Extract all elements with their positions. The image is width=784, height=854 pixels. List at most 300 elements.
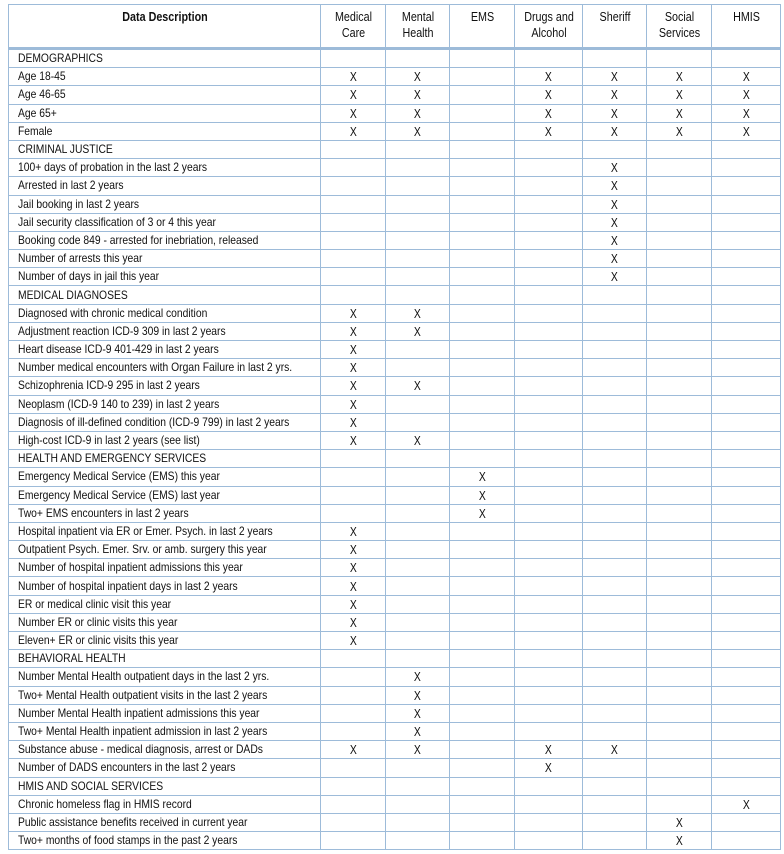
mark-value: X [742,69,750,85]
row-description [9,722,321,740]
mark-cell [515,431,583,449]
table-row [9,759,781,777]
mark-cell [321,813,386,831]
mark-cell [321,268,386,286]
row-description [9,395,321,413]
mark-cell [712,395,781,413]
row-label: Two+ Mental Health inpatient admission in last 2 years [18,724,268,739]
mark-cell [712,286,781,304]
mark-cell [515,395,583,413]
row-label: HMIS AND SOCIAL SERVICES [18,778,164,793]
mark-cell [712,577,781,595]
mark-cell [583,104,647,122]
mark-cell [321,49,386,68]
row-description [9,68,321,86]
mark-cell [450,450,515,468]
mark-cell [647,177,712,195]
mark-value: X [675,814,683,830]
mark-value: X [414,669,421,685]
row-label: Two+ Mental Health outpatient visits in the last 2 years [18,687,268,702]
row-label: Chronic homeless flag in HMIS record [18,796,192,811]
mark-cell [386,250,450,268]
table-row [9,832,781,850]
mark-cell [712,468,781,486]
row-description [9,195,321,213]
table-row [9,722,781,740]
row-description [9,268,321,286]
mark-cell [647,795,712,813]
mark-cell [712,140,781,158]
mark-cell [450,359,515,377]
mark-value: X [414,687,421,703]
mark-cell [450,813,515,831]
mark-value: X [349,523,357,539]
mark-cell [386,359,450,377]
row-label: Arrested in last 2 years [18,178,124,193]
mark-value: X [545,87,552,103]
table-row [9,777,781,795]
mark-cell [386,231,450,249]
table-row [9,486,781,504]
mark-cell [321,341,386,359]
mark-cell [321,650,386,668]
mark-cell [515,377,583,395]
mark-value: X [414,433,421,449]
mark-cell [386,68,450,86]
mark-cell [450,177,515,195]
mark-value: X [414,87,421,103]
table-row [9,140,781,158]
table-row [9,595,781,613]
mark-cell [583,450,647,468]
mark-value: X [545,105,552,121]
mark-cell [321,668,386,686]
mark-cell [450,686,515,704]
row-label: Jail booking in last 2 years [18,196,140,211]
mark-cell [386,741,450,759]
row-label: HEALTH AND EMERGENCY SERVICES [18,451,207,466]
mark-cell [386,395,450,413]
row-label: DEMOGRAPHICS [18,51,103,66]
mark-cell [450,832,515,850]
mark-value: X [611,105,618,121]
mark-cell [321,559,386,577]
mark-value: X [349,542,357,558]
mark-value: X [349,596,357,612]
mark-cell [712,504,781,522]
row-label: Age 46-65 [18,87,66,102]
column-header-ems [454,5,510,49]
mark-cell [583,777,647,795]
mark-cell [515,704,583,722]
mark-value: X [611,178,618,194]
mark-cell [450,541,515,559]
mark-cell [583,341,647,359]
mark-cell [583,431,647,449]
mark-cell [321,104,386,122]
row-label: Jail security classification of 3 or 4 this year [18,214,216,229]
mark-cell [515,522,583,540]
mark-cell [583,522,647,540]
mark-cell [386,559,450,577]
mark-cell [386,268,450,286]
mark-cell [583,86,647,104]
mark-cell [647,140,712,158]
mark-cell [515,486,583,504]
row-label: Number of hospital inpatient admissions this year [18,560,243,575]
mark-cell [450,595,515,613]
row-description [9,341,321,359]
row-description [9,795,321,813]
mark-cell [386,213,450,231]
mark-cell [647,777,712,795]
mark-cell [647,595,712,613]
mark-cell [321,213,386,231]
row-label: Two+ EMS encounters in last 2 years [18,505,189,520]
row-label: Number Mental Health inpatient admissions this year [18,705,260,720]
row-description [9,813,321,831]
row-description [9,704,321,722]
row-description [9,140,321,158]
row-description [9,122,321,140]
column-header-drugs-and-alcohol [519,5,577,49]
mark-cell [712,522,781,540]
mark-cell [647,195,712,213]
mark-cell [712,195,781,213]
table-row [9,741,781,759]
mark-cell [583,668,647,686]
mark-cell [450,632,515,650]
mark-cell [386,159,450,177]
mark-value: X [414,323,421,339]
column-header-text: Drugs and [523,10,574,24]
mark-cell [450,704,515,722]
table-header [9,5,781,49]
row-description [9,304,321,322]
mark-cell [450,268,515,286]
mark-value: X [675,105,683,121]
mark-cell [450,377,515,395]
column-header-mental-health [390,5,445,49]
mark-cell [583,541,647,559]
mark-cell [647,413,712,431]
row-label: Number ER or clinic visits this year [18,614,178,629]
mark-cell [386,122,450,140]
table-row [9,195,781,213]
row-description [9,650,321,668]
mark-cell [647,122,712,140]
mark-value: X [414,69,421,85]
table-row [9,104,781,122]
column-header-text: Medical [334,10,372,24]
mark-cell [647,650,712,668]
mark-cell [386,777,450,795]
mark-cell [386,795,450,813]
row-label: Schizophrenia ICD-9 295 in last 2 years [18,378,200,393]
mark-value: X [478,487,486,503]
mark-cell [712,359,781,377]
mark-cell [450,122,515,140]
mark-cell [712,777,781,795]
mark-cell [712,668,781,686]
row-description [9,86,321,104]
mark-value: X [414,742,421,758]
mark-cell [386,832,450,850]
mark-cell [583,68,647,86]
row-description [9,741,321,759]
table-row [9,213,781,231]
mark-cell [712,413,781,431]
mark-cell [647,450,712,468]
mark-cell [386,286,450,304]
mark-cell [515,450,583,468]
row-description [9,231,321,249]
row-label: Number of DADS encounters in the last 2 years [18,760,236,775]
column-header-text: Health [401,26,434,40]
mark-cell [583,159,647,177]
mark-value: X [349,69,357,85]
mark-cell [583,741,647,759]
table-row [9,813,781,831]
table-row [9,450,781,468]
mark-value: X [675,87,683,103]
table-row [9,231,781,249]
mark-cell [583,704,647,722]
column-header-text: Alcohol [530,26,567,40]
mark-cell [583,613,647,631]
mark-cell [386,341,450,359]
row-description [9,504,321,522]
mark-cell [321,450,386,468]
mark-cell [583,722,647,740]
row-label: Number of hospital inpatient days in last 2 years [18,578,238,593]
mark-value: X [349,578,357,594]
mark-cell [450,341,515,359]
table-row [9,686,781,704]
mark-cell [321,122,386,140]
table-row [9,468,781,486]
mark-cell [515,122,583,140]
mark-cell [450,668,515,686]
table-row [9,613,781,631]
mark-cell [583,122,647,140]
table-row [9,522,781,540]
mark-cell [321,722,386,740]
mark-cell [515,650,583,668]
mark-value: X [414,705,421,721]
mark-value: X [742,105,750,121]
table-row [9,268,781,286]
mark-cell [321,741,386,759]
row-label: Diagnosis of ill-defined condition (ICD-9 799) in last 2 years [18,414,290,429]
mark-cell [450,286,515,304]
mark-value: X [545,69,552,85]
column-header-text: Mental [401,10,434,24]
mark-cell [450,522,515,540]
mark-cell [712,613,781,631]
mark-value: X [349,742,357,758]
table-row [9,286,781,304]
mark-value: X [349,560,357,576]
mark-cell [450,213,515,231]
mark-cell [583,304,647,322]
mark-cell [450,468,515,486]
mark-cell [450,104,515,122]
mark-cell [321,377,386,395]
mark-cell [515,777,583,795]
mark-cell [450,304,515,322]
mark-cell [386,104,450,122]
mark-cell [647,286,712,304]
mark-cell [712,722,781,740]
table-row [9,504,781,522]
mark-value: X [349,323,357,339]
mark-cell [583,413,647,431]
mark-cell [647,231,712,249]
mark-cell [712,541,781,559]
mark-cell [515,795,583,813]
mark-cell [450,86,515,104]
mark-cell [450,741,515,759]
mark-cell [321,140,386,158]
row-label: Outpatient Psych. Emer. Srv. or amb. surgery this year [18,542,267,557]
mark-value: X [349,633,357,649]
mark-cell [583,650,647,668]
row-label: Number medical encounters with Organ Failure in last 2 yrs. [18,360,293,375]
mark-cell [712,341,781,359]
mark-cell [321,468,386,486]
mark-value: X [611,742,618,758]
mark-cell [515,322,583,340]
row-label: Emergency Medical Service (EMS) last year [18,487,220,502]
mark-value: X [611,269,618,285]
mark-cell [515,832,583,850]
mark-cell [515,686,583,704]
column-header-text: Services [658,26,700,40]
row-description [9,777,321,795]
table-row [9,632,781,650]
row-label: Number Mental Health outpatient days in the last 2 yrs. [18,669,270,684]
table-row [9,413,781,431]
row-label: Booking code 849 - arrested for inebriation, released [18,232,259,247]
row-description [9,177,321,195]
mark-value: X [478,505,486,521]
mark-cell [386,431,450,449]
row-label: ER or medical clinic visit this year [18,596,172,611]
mark-cell [647,559,712,577]
mark-cell [321,832,386,850]
mark-cell [450,759,515,777]
table-row [9,395,781,413]
mark-cell [386,668,450,686]
mark-value: X [545,760,552,776]
table-row [9,559,781,577]
mark-cell [515,468,583,486]
mark-value: X [349,342,357,358]
mark-cell [321,177,386,195]
mark-cell [712,104,781,122]
mark-cell [647,341,712,359]
row-description [9,104,321,122]
row-label: Age 65+ [18,105,57,120]
mark-value: X [414,123,421,139]
mark-cell [450,486,515,504]
row-description [9,632,321,650]
mark-cell [515,286,583,304]
mark-value: X [545,742,552,758]
mark-cell [450,413,515,431]
mark-cell [386,541,450,559]
data-sources-table [8,4,781,850]
row-label: Hospital inpatient via ER or Emer. Psych. in last 2 years [18,523,273,538]
column-header-text: HMIS [732,10,760,24]
mark-cell [321,431,386,449]
mark-cell [583,250,647,268]
row-description [9,541,321,559]
table-row [9,86,781,104]
table-row [9,795,781,813]
mark-cell [386,759,450,777]
mark-value: X [611,251,618,267]
mark-cell [712,741,781,759]
row-description [9,213,321,231]
column-header-text: Sheriff [599,10,630,24]
mark-cell [712,450,781,468]
mark-cell [515,49,583,68]
mark-cell [583,231,647,249]
row-description [9,613,321,631]
mark-cell [515,559,583,577]
mark-cell [386,613,450,631]
column-header-medical-care [325,5,381,49]
mark-cell [647,49,712,68]
mark-cell [321,322,386,340]
mark-cell [450,159,515,177]
mark-cell [583,504,647,522]
mark-value: X [349,433,357,449]
mark-cell [583,268,647,286]
row-label: Neoplasm (ICD-9 140 to 239) in last 2 years [18,396,220,411]
mark-cell [647,304,712,322]
mark-cell [450,68,515,86]
mark-value: X [611,160,618,176]
mark-cell [712,68,781,86]
mark-value: X [478,469,486,485]
mark-cell [583,595,647,613]
mark-cell [712,686,781,704]
row-description [9,49,321,68]
row-description [9,522,321,540]
mark-cell [386,377,450,395]
mark-cell [647,522,712,540]
mark-cell [583,395,647,413]
mark-cell [647,268,712,286]
mark-cell [450,577,515,595]
row-label: High-cost ICD-9 in last 2 years (see list) [18,433,200,448]
table-row [9,431,781,449]
mark-cell [321,595,386,613]
mark-cell [386,86,450,104]
mark-cell [712,795,781,813]
mark-cell [515,359,583,377]
mark-cell [647,813,712,831]
mark-cell [583,213,647,231]
mark-cell [583,177,647,195]
mark-cell [647,213,712,231]
mark-cell [386,322,450,340]
row-description [9,450,321,468]
mark-cell [386,522,450,540]
